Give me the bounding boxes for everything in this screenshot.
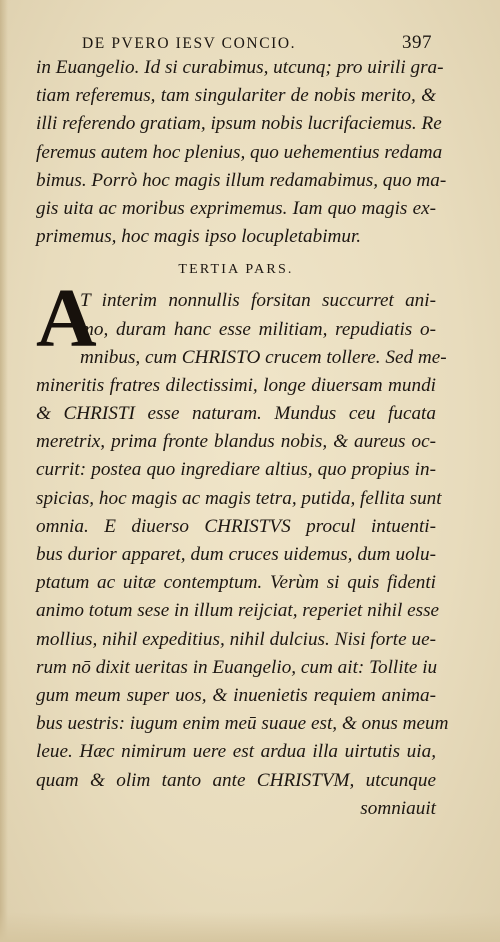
running-head — [82, 32, 432, 54]
page-shadow-bottom — [0, 912, 500, 942]
text-line: T interim nonnullis forsitan succurret ani- — [80, 290, 436, 312]
text-line: meretrix, prima fronte blandus nobis, & aureus oc- — [36, 431, 436, 453]
page-shadow-left — [0, 0, 8, 942]
text-line: spicias, hoc magis ac magis tetra, putida, fellita sunt — [36, 487, 442, 509]
catchword: somniauit — [360, 797, 436, 819]
text-line: mineritis fratres dilectissimi, longe diuersam mundi — [36, 374, 436, 396]
text-line: & CHRISTI esse naturam. Mundus ceu fucata — [36, 403, 436, 425]
text-line: mo, duram hanc esse militiam, repudiatis o- — [80, 318, 436, 340]
text-line: rum nō dixit ueritas in Euangelio, cum ait: Tollite iu — [36, 656, 438, 678]
drop-initial: A — [36, 272, 97, 366]
text-line: illi referendo gratiam, ipsum nobis lucrifaciemus. Re — [36, 113, 442, 135]
text-line: leue. Hæc nimirum uere est ardua illa uirtutis uia, — [36, 741, 436, 763]
text-line: feremus autem hoc plenius, quo uehementius redama — [36, 141, 443, 163]
text-line: primemus, hoc magis ipso locupletabimur. — [36, 226, 362, 248]
text-line: in Euangelio. Id si curabimus, utcunq; pro uirili gra- — [36, 57, 444, 78]
text-line: bus durior apparet, dum cruces uidemus, dum uolu- — [36, 544, 436, 565]
section-heading: TERTIA PARS. — [178, 262, 294, 278]
text-block — [36, 54, 449, 823]
text-line: mollius, nihil expeditius, nihil dulcius. Nisi forte ue- — [36, 628, 436, 650]
text-line: animo totum sese in illum reijciat, reperiet nihil esse — [36, 600, 440, 622]
text-line: gum meum super uos, & inuenietis requiem anima- — [36, 684, 436, 706]
text-line: bimus. Porrò hoc magis illum redamabimus, quo ma- — [36, 169, 447, 191]
text-line: gis uita ac moribus exprimemus. Iam quo magis ex- — [36, 197, 436, 219]
text-line: currit: postea quo ingrediare altius, quo propius in- — [36, 459, 436, 481]
text-line: omnia. E diuerso CHRISTVS procul intuenti- — [36, 515, 436, 537]
text-line: quam & olim tanto ante CHRISTVM, utcunque — [36, 769, 436, 791]
text-line: tiam referemus, tam singulariter de nobis merito, & — [36, 85, 436, 107]
running-title: DE PVERO IESV CONCIO. — [82, 35, 297, 52]
page-number: 397 — [402, 32, 432, 53]
section-paragraph — [36, 272, 449, 823]
text-line: mnibus, cum CHRISTO crucem tollere. Sed me- — [80, 346, 447, 368]
text-line: ptatum ac uitæ contemptum. Verùm si quis fidenti — [36, 572, 436, 594]
text-line: bus uestris: iugum enim meū suaue est, & onus meum — [36, 713, 449, 735]
